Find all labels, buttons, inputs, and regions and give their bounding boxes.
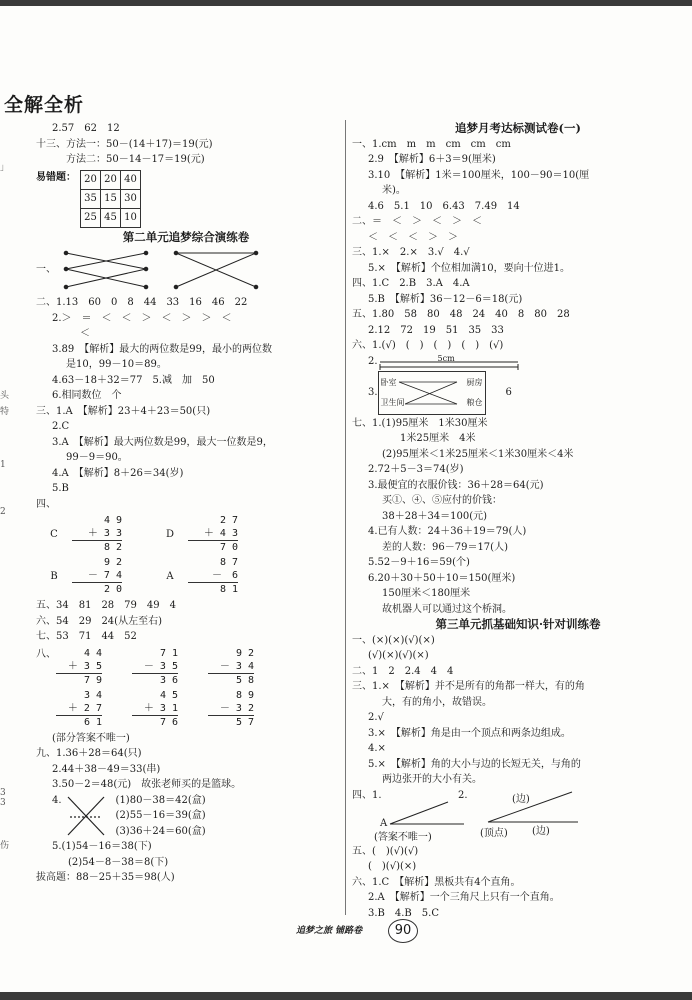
answer-line: (3)36＋24＝60(盒) <box>115 825 206 837</box>
vertical-calc: 4 4 ＋ 3 5 7 9 <box>56 647 102 687</box>
answer-line: 3.× 【解析】角是由一个顶点和两条边组成。 <box>368 727 571 739</box>
vertical-calc: 2 7 ＋ 4 3 7 0 <box>188 514 238 554</box>
edge-mark: 1 <box>0 460 6 470</box>
vertex-label: (顶点) <box>480 827 508 839</box>
answer-line: 二、1 2 2.4 4 4 <box>352 665 454 677</box>
angle-drawing-answer <box>352 788 684 844</box>
choice-letter: B <box>50 571 58 582</box>
error-table: 20 20 40 35 15 30 25 45 10 <box>80 170 141 228</box>
section-title: 第二单元追梦综合演练卷 <box>122 229 250 244</box>
answer-line: 1米25厘米 4米 <box>400 433 476 444</box>
section-label: 一、 <box>36 264 56 276</box>
segment-figure <box>378 354 528 370</box>
vertical-calc: 3 4 ＋ 2 7 6 1 <box>56 689 102 729</box>
left-column <box>36 121 336 886</box>
edge-mark: 2 <box>0 507 6 517</box>
question-number: 4. <box>52 794 62 806</box>
answer-line: 七、1.(1)95厘米 1米30厘米 <box>352 417 488 429</box>
edge-mark: 头 <box>0 391 10 401</box>
vertical-calc: 8 9 － 3 2 5 7 <box>208 689 254 729</box>
answer-line: 2.＞ ＝ ＜ ＜ ＞ ＜ ＞ ＞ ＜ <box>52 312 232 324</box>
answer-line: 2.72＋5－3＝74(岁) <box>368 464 464 475</box>
edge-mark: 」 <box>0 163 10 173</box>
answer-line: 一、(×)(×)(√)(×) <box>352 634 435 646</box>
question-number: 2. <box>368 356 378 367</box>
answer-line: 4.63－18＋32＝77 5.减 加 50 <box>52 374 215 386</box>
answer-note: (答案不唯一) <box>374 831 432 843</box>
answer-line: 4.× <box>368 743 386 754</box>
answer-line: 6.20＋30＋50＋10＝150(厘米) <box>368 572 516 584</box>
room-kitchen: 厨房 <box>467 375 483 391</box>
answer-line: 五、( )(√)(√) <box>352 845 419 857</box>
answer-line: 5.× 【解析】角的大小与边的长短无关，与角的 <box>368 758 581 770</box>
answer-line: 两边张开的大小有关。 <box>382 774 482 785</box>
choice-letter: D <box>165 529 175 540</box>
answer-line: 方法二：50－14－17＝19(元) <box>66 154 205 165</box>
question-number: 四、1. <box>352 789 382 801</box>
right-column <box>352 121 684 921</box>
answer-line: 米)。 <box>382 185 406 196</box>
answer-line: 3.最便宜的衣服价钱：36＋28＝64(元) <box>368 479 544 491</box>
edge-label-1: (边) <box>512 793 530 805</box>
answer-line: 3.B 4.B 5.C <box>368 907 439 919</box>
answer-value: 6 <box>505 386 512 398</box>
answer-line: 六、1.C 【解析】黑板共有4个直角。 <box>352 876 521 888</box>
answer-line: 一、1.cm m m cm cm cm <box>352 138 511 150</box>
answer-line: ＜ <box>80 328 90 339</box>
brand-logo: 追梦之旅 铺路卷 <box>296 926 363 936</box>
answer-line: 4.6 5.1 10 6.43 7.49 14 <box>368 200 520 212</box>
answer-line: 三、1.A 【解析】23＋4＋23＝50(只) <box>36 405 211 417</box>
answer-line: 五、34 81 28 79 49 4 <box>36 600 176 611</box>
answer-line: 九、1.36＋28＝64(只) <box>36 748 142 759</box>
answer-line: (2)95厘米＜1米25厘米＜1米30厘米＜4米 <box>382 448 574 460</box>
answer-line: 3.89 【解析】最大的两位数是99，最小的两位数 <box>52 343 272 355</box>
vertical-calc: 8 7 － 6 8 1 <box>188 556 238 596</box>
matching-answer <box>36 793 336 840</box>
question-number: 3. <box>368 386 378 398</box>
answer-line: (1)80－38＝42(盒) <box>115 794 206 806</box>
vertical-calc-row <box>36 556 336 596</box>
choice-letter: C <box>50 529 58 540</box>
matching-row <box>36 245 336 295</box>
answer-line: 七、53 71 44 52 <box>36 631 137 642</box>
answer-line: 大，有的角小，故错误。 <box>382 696 492 708</box>
fill-calc-row <box>36 689 336 729</box>
answer-line: 2.57 62 12 <box>52 123 120 134</box>
section-label: 八、 <box>36 648 56 660</box>
answer-line: ＜ ＜ ＜ ＞ ＞ <box>368 231 458 243</box>
answer-note: (部分答案不唯一) <box>52 732 130 744</box>
answer-line: 5.B 【解析】36－12－6＝18(元) <box>368 293 523 305</box>
answer-line: 差的人数：96－79＝17(人) <box>382 541 508 553</box>
room-map <box>378 371 486 415</box>
answer-line: 六、1.(√) ( ) ( ) ( ) (√) <box>352 340 504 351</box>
answer-line: 6.相同数位 个 <box>52 390 122 401</box>
page-footer <box>296 918 416 944</box>
answer-line: 四、1.C 2.B 3.A 4.A <box>352 278 470 289</box>
answer-line: 99－9＝90。 <box>66 452 128 463</box>
answer-line: 2.9 【解析】6＋3＝9(厘米) <box>368 154 496 165</box>
section-title: 第三单元抓基础知识·针对训练卷 <box>435 617 601 631</box>
top-border <box>0 0 692 6</box>
answer-line: 3.50－2＝48(元) 故张老师买的是篮球。 <box>52 779 242 790</box>
cross-lines-diagram <box>62 793 110 839</box>
answer-line: 3.A 【解析】最大两位数是99，最大一位数是9， <box>52 436 273 448</box>
answer-line: ( )(√)(×) <box>368 861 417 872</box>
answer-line: 5.B <box>52 483 69 494</box>
answer-line: 十三、方法一：50－(14＋17)＝19(元) <box>36 138 213 150</box>
edge-mark: 3 <box>0 788 6 798</box>
page-header: 全解全析 <box>4 94 85 116</box>
answer-line: 六、54 29 24(从左至右) <box>36 615 162 627</box>
vertical-calc: 4 5 ＋ 3 1 7 6 <box>132 689 178 729</box>
answer-line: 150厘米＜180厘米 <box>382 588 471 599</box>
answer-line: 拔高题：88－25＋35＝98(人) <box>36 872 175 883</box>
matching-diagram-2 <box>166 247 266 293</box>
answer-line: 38＋28＋34＝100(元) <box>382 510 488 522</box>
answer-line: (2)55－16＝39(盒) <box>115 810 206 821</box>
answer-line: 三、1.× 【解析】并不是所有的角都一样大，有的角 <box>352 681 585 692</box>
answer-line: (√)(×)(√)(×) <box>368 650 429 661</box>
edge-label-2: (边) <box>532 825 550 837</box>
answer-line: 5.(1)54－16＝38(下) <box>52 841 152 852</box>
vertical-calc: 9 2 － 3 4 5 8 <box>208 647 254 687</box>
answer-line: 3.10 【解析】1米＝100厘米，100－90＝10(厘 <box>368 169 590 181</box>
room-granary: 粮仓 <box>467 395 483 411</box>
answer-line: 5.× 【解析】个位相加满10，要向十位进1。 <box>368 262 571 274</box>
answer-line: (2)54－8－38＝8(下) <box>68 856 169 868</box>
answer-line: 2.C <box>52 421 70 432</box>
answer-line: 故机器人可以通过这个桥洞。 <box>382 603 512 615</box>
edge-mark: 特 <box>0 407 10 417</box>
vertical-calc-row <box>36 514 336 554</box>
room-map-answer <box>352 370 684 416</box>
fill-calc-row <box>36 647 336 687</box>
answer-line: 二、＝ ＜ ＞ ＜ ＞ ＜ <box>352 216 482 227</box>
question-number: 2. <box>458 789 468 801</box>
point-label: A <box>380 817 388 829</box>
answer-line: 2.√ <box>368 712 384 723</box>
answer-line: 5.52－9＋16＝59(个) <box>368 557 470 568</box>
vertical-calc: 7 1 － 3 5 3 6 <box>132 647 178 687</box>
answer-line: 买①、④、⑤应付的价钱： <box>382 495 502 506</box>
page-number: 90 <box>388 919 418 943</box>
bottom-border <box>0 992 692 1000</box>
matching-diagram-1 <box>56 247 156 293</box>
answer-line: 二、1.13 60 0 8 44 33 16 46 22 <box>36 297 248 308</box>
answer-line: 4.已有人数：24＋36＋19＝79(人) <box>368 526 527 537</box>
section-label: 四、 <box>36 498 56 510</box>
choice-letter: A <box>166 571 174 582</box>
answer-line: 2.44＋38－49＝33(串) <box>52 763 161 775</box>
edge-mark: 伤 <box>0 841 10 851</box>
segment-drawing <box>378 354 528 370</box>
answer-line: 4.A 【解析】8＋26＝34(岁) <box>52 467 184 479</box>
line-segment-answer <box>352 354 684 370</box>
room-bathroom: 卫生间 <box>381 395 405 411</box>
answer-line: 是10，99－10＝89。 <box>66 359 167 370</box>
column-divider <box>345 120 346 915</box>
section-title: 追梦月考达标测试卷(一) <box>455 121 581 135</box>
segment-length-label: 5cm <box>437 353 455 363</box>
error-label: 易错题： <box>36 171 76 183</box>
answer-line: 五、1.80 58 80 48 24 40 8 80 28 <box>352 309 570 320</box>
edge-mark: 3 <box>0 798 6 808</box>
answer-line: 2.A 【解析】一个三角尺上只有一个直角。 <box>368 892 560 903</box>
room-bedroom: 卧室 <box>381 375 397 391</box>
answer-line: 三、1.× 2.× 3.√ 4.√ <box>352 247 470 258</box>
vertical-calc: 9 2 － 7 4 2 0 <box>72 556 122 596</box>
error-question <box>36 170 336 228</box>
answer-line: 2.12 72 19 51 35 33 <box>368 324 504 336</box>
vertical-calc: 4 9 ＋ 3 3 8 2 <box>72 514 122 554</box>
